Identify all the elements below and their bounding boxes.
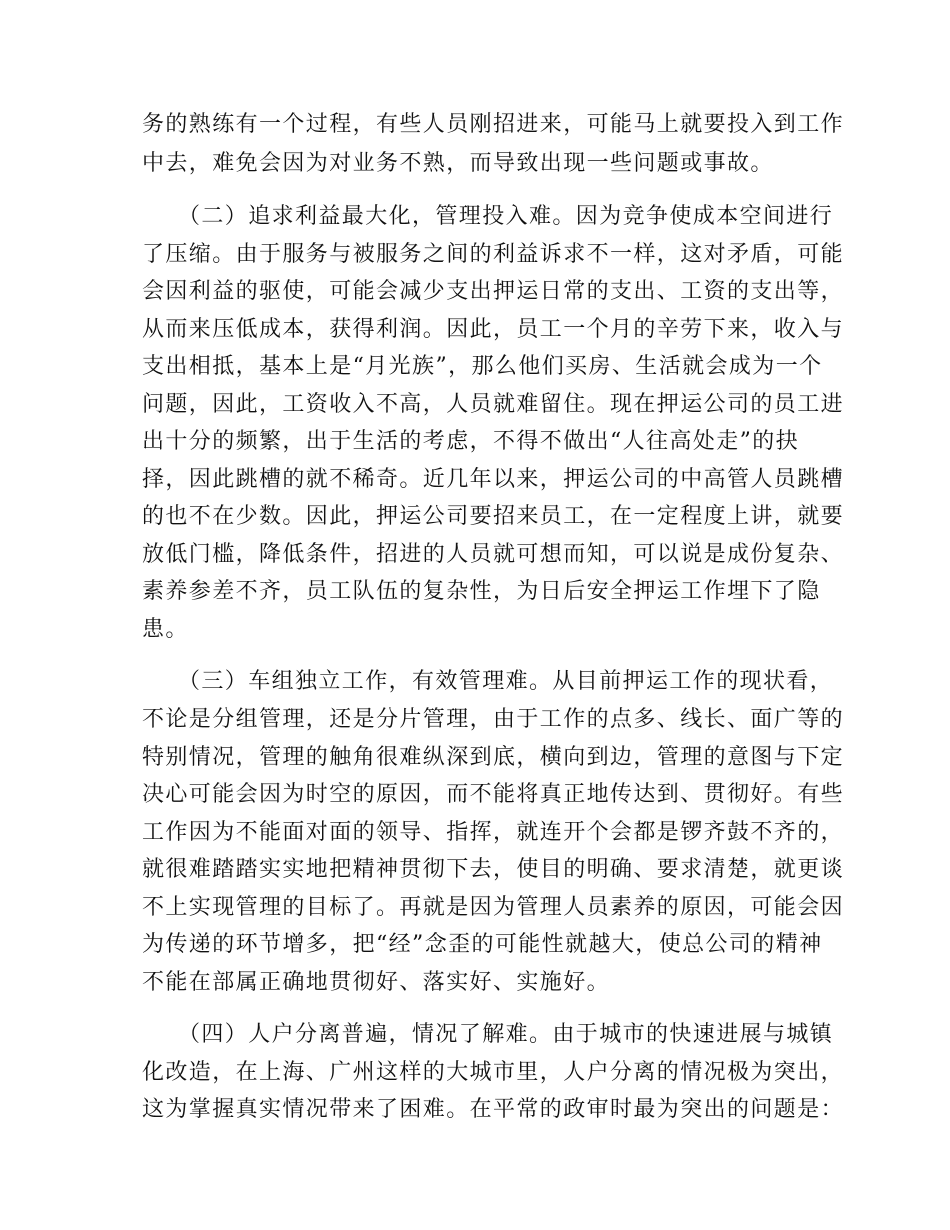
text-line: 患。 [142, 617, 189, 642]
text-line: 问题，因此，工资收入不高，人员就难留住。现在押运公司的员工进 [142, 392, 845, 417]
text-line: （二）追求利益最大化，管理投入难。因为竞争使成本空间进行 [178, 204, 834, 229]
text-line: 决心可能会因为时空的原因，而不能将真正地传达到、贯彻好。有些 [142, 782, 845, 807]
text-line: 择，因此跳槽的就不稀奇。近几年以来，押运公司的中高管人员跳槽 [142, 467, 845, 492]
text-line: 为传递的环节增多，把“经”念歪的可能性就越大，使总公司的精神 [142, 932, 823, 957]
text-line: 务的熟练有一个过程，有些人员刚招进来，可能马上就要投入到工作 [142, 112, 845, 137]
text-line: 从而来压低成本，获得利润。因此，员工一个月的辛劳下来，收入与 [142, 317, 845, 342]
text-line: （三）车组独立工作，有效管理难。从目前押运工作的现状看， [178, 669, 834, 694]
text-line: （四）人户分离普遍，情况了解难。由于城市的快速进展与城镇 [178, 1022, 834, 1047]
text-line: 这为掌握真实情况带来了困难。在平常的政审时最为突出的问题是： [142, 1097, 845, 1122]
text-line: 素养参差不齐，员工队伍的复杂性，为日后安全押运工作埋下了隐 [142, 579, 821, 604]
text-line: 中去，难免会因为对业务不熟，而导致出现一些问题或事故。 [142, 151, 774, 176]
text-line: 不上实现管理的目标了。再就是因为管理人员素养的原因，可能会因 [142, 895, 845, 920]
text-line: 特别情况，管理的触角很难纵深到底，横向到边，管理的意图与下定 [142, 745, 845, 770]
text-line: 支出相抵，基本上是“月光族”，那么他们买房、生活就会成为一个 [142, 354, 823, 379]
text-line: 就很难踏踏实实地把精神贯彻下去，使目的明确、要求清楚，就更谈 [142, 857, 845, 882]
text-line: 化改造，在上海、广州这样的大城市里，人户分离的情况极为突出， [142, 1060, 845, 1085]
text-line: 会因利益的驱使，可能会减少支出押运日常的支出、工资的支出等， [142, 279, 845, 304]
text-line: 工作因为不能面对面的领导、指挥，就连开个会都是锣齐鼓不齐的， [142, 820, 845, 845]
text-line: 出十分的频繁，出于生活的考虑，不得不做出“人往高处走”的抉 [142, 429, 800, 454]
text-line: 不能在部属正确地贯彻好、落实好、实施好。 [142, 970, 611, 995]
text-line: 了压缩。由于服务与被服务之间的利益诉求不一样，这对矛盾，可能 [142, 242, 845, 267]
text-line: 的也不在少数。因此，押运公司要招来员工，在一定程度上讲，就要 [142, 504, 845, 529]
text-line: 放低门槛，降低条件，招进的人员就可想而知，可以说是成份复杂、 [142, 542, 845, 567]
text-line: 不论是分组管理，还是分片管理，由于工作的点多、线长、面广等的 [142, 707, 845, 732]
